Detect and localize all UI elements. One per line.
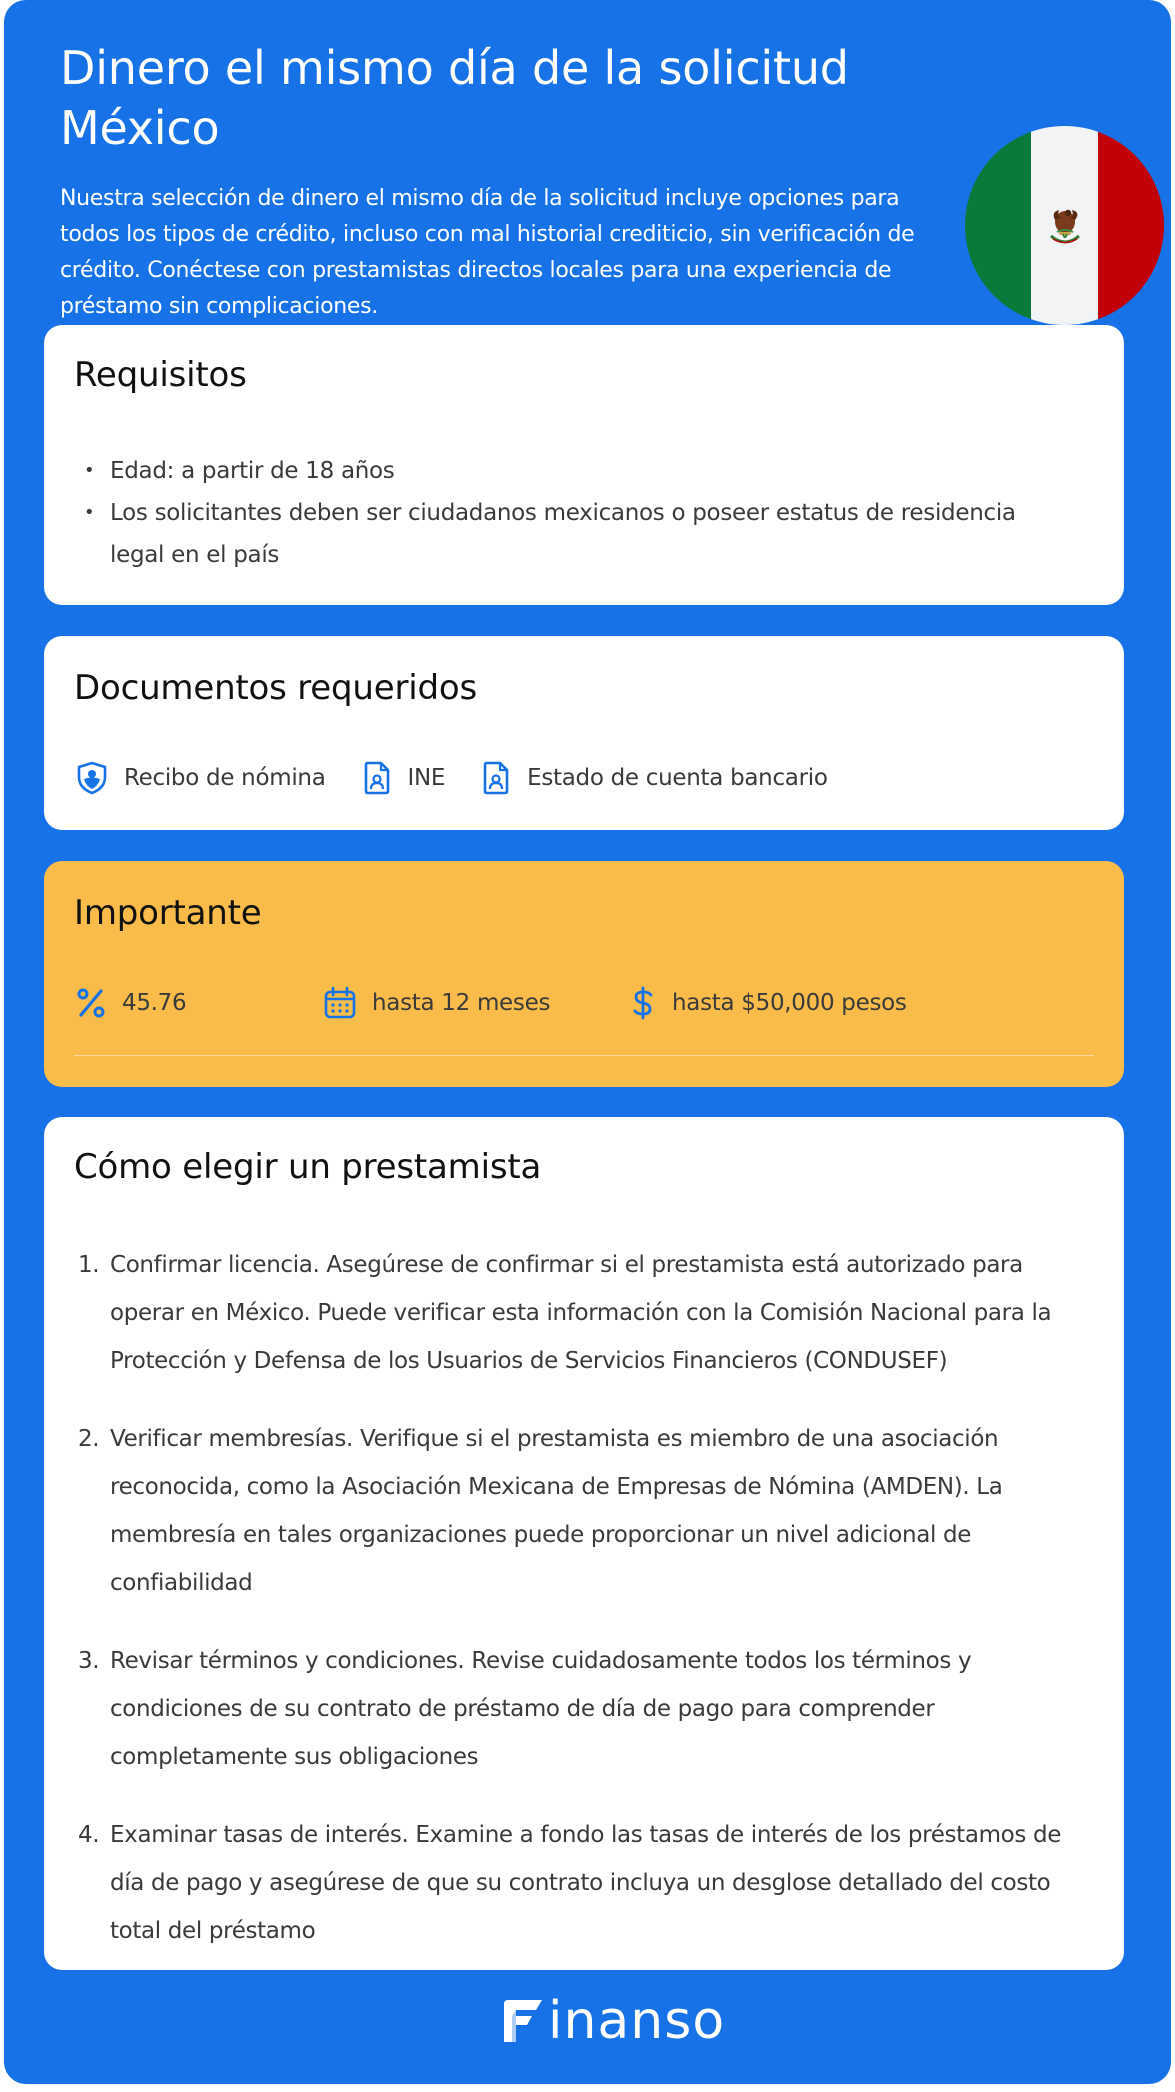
- flag-stripe-green: [965, 126, 1031, 325]
- interest-rate-item: [74, 983, 186, 1023]
- step-item: [74, 1241, 1094, 1385]
- document-item-ine: [360, 758, 446, 798]
- document-label: Recibo de nómina: [124, 765, 326, 791]
- amount-value: hasta $50,000 pesos: [672, 990, 907, 1016]
- logo-wordmark: inanso: [548, 1991, 726, 2051]
- document-item-bank-statement: [479, 758, 827, 798]
- shield-person-icon: [74, 760, 110, 796]
- step-text: Revisar términos y condiciones. Revise cuidadosamente todos los términos y condiciones de su contrato de préstamo de día de pago para comprender completamente sus obligaciones: [110, 1648, 972, 1770]
- step-text: Examinar tasas de interés. Examine a fondo las tasas de interés de los préstamos de día de pago y asegúrese de que su contrato incluya un desglose detallado del costo total del préstamo: [110, 1822, 1062, 1944]
- choose-lender-title: Cómo elegir un prestamista: [74, 1147, 542, 1187]
- step-item: [74, 1811, 1094, 1955]
- page-title: [60, 38, 940, 158]
- document-label: Estado de cuenta bancario: [527, 765, 828, 791]
- important-card: [44, 861, 1124, 1087]
- flag-stripe-red: [1098, 126, 1164, 325]
- step-item: [74, 1415, 1094, 1607]
- documents-list: [74, 758, 862, 798]
- page-title-line2: México: [60, 101, 220, 155]
- choose-lender-steps: [74, 1241, 1094, 1985]
- important-title: Importante: [74, 893, 262, 933]
- calendar-icon: [322, 985, 358, 1021]
- hero-description: Nuestra selección de dinero el mismo día de la solicitud incluye opciones para todos los tipos de crédito, incluso con mal historial crediticio, sin verificación de crédito. Conéctese con prestamistas directos locales para una experiencia de préstamo sin complicaciones.: [60, 186, 915, 319]
- choose-lender-card: [44, 1117, 1124, 1970]
- documents-title: Documentos requeridos: [74, 668, 477, 708]
- step-number: 3.: [78, 1648, 100, 1674]
- eagle-emblem-icon: [1037, 198, 1093, 254]
- document-label: INE: [407, 765, 446, 791]
- mexico-flag-icon: [965, 126, 1164, 325]
- amount-item: [628, 983, 907, 1023]
- term-value: hasta 12 meses: [372, 990, 551, 1016]
- divider: [74, 1055, 1094, 1056]
- dollar-icon: [628, 985, 658, 1021]
- id-document-icon: [360, 760, 394, 796]
- page-title-line1: Dinero el mismo día de la solicitud: [60, 41, 849, 95]
- interest-rate-value: 45.76: [122, 990, 187, 1016]
- requirements-list: [74, 450, 1074, 576]
- step-text: Verificar membresías. Verifique si el prestamista es miembro de una asociación reconocida, como la Asociación Mexicana de Empresas de Nómina (AMDEN). La membresía en tales organizaciones puede proporcionar un nivel adicional de confiabilidad: [110, 1426, 1003, 1596]
- requirement-item: • Edad: a partir de 18 años: [74, 450, 1074, 492]
- step-number: 2.: [78, 1426, 100, 1452]
- requirements-card: [44, 325, 1124, 605]
- percent-icon: [74, 986, 108, 1020]
- id-document-icon: [479, 760, 513, 796]
- infographic-panel: [4, 0, 1171, 2084]
- step-number: 4.: [78, 1822, 100, 1848]
- finanso-f-icon: [498, 1996, 546, 2046]
- finanso-logo: [498, 1993, 725, 2049]
- requirements-title: Requisitos: [74, 355, 247, 395]
- documents-card: [44, 636, 1124, 830]
- document-item-payroll: [74, 758, 326, 798]
- step-item: [74, 1637, 1094, 1781]
- step-text: Confirmar licencia. Asegúrese de confirmar si el prestamista está autorizado para operar en México. Puede verificar esta información con la Comisión Nacional para la Protección y Defensa de los Usuarios de Servicios Financieros (CONDUSEF): [110, 1252, 1052, 1374]
- step-number: 1.: [78, 1252, 100, 1278]
- requirement-item: • Los solicitantes deben ser ciudadanos mexicanos o poseer estatus de residencia legal en el país: [74, 492, 1074, 576]
- term-item: [322, 983, 550, 1023]
